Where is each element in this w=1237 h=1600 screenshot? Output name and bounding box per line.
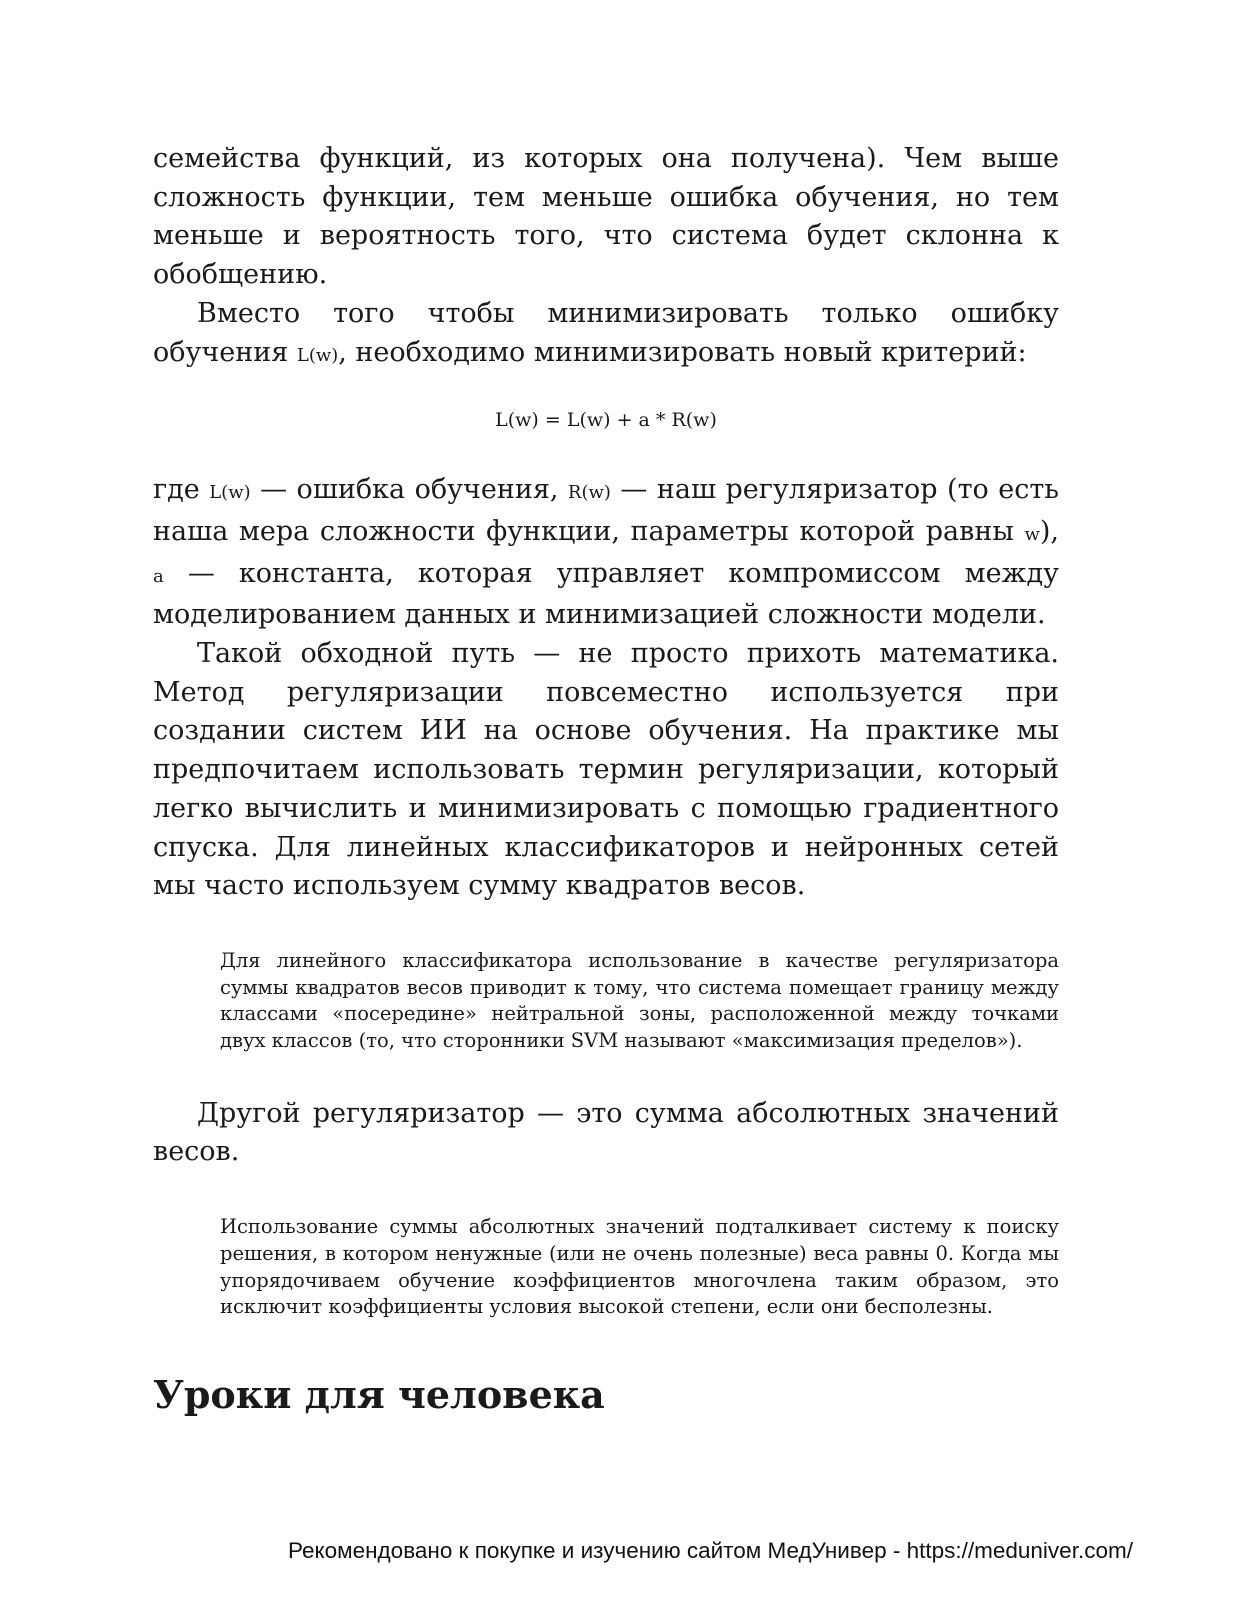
note-1: Для линейного классификатора использование в качестве регуляризатора суммы квадратов весов приводит к тому, что система помещает границу между классами «посередине» нейтральной зоны, расположенной между точками двух классов (то, что сторонники SVM называют «максимизация пределов»).	[220, 948, 1059, 1053]
inline-code-a: a	[153, 565, 164, 587]
paragraph-5: Другой регуляризатор — это сумма абсолютных значений весов.	[153, 1097, 1059, 1168]
note-2: Использование суммы абсолютных значений подталкивает систему к поиску решения, в котором ненужные (или не очень полезные) веса равны 0. Когда мы упорядочиваем обучение коэффициентов многочлена таким образом, это исключит коэффициенты условия высокой степени, если они бесполезны.	[220, 1215, 1059, 1319]
paragraph-3-text-e: — константа, которая управляет компромиссом между моделированием данных и минимизацией сложности модели.	[153, 557, 1059, 631]
formula: L(w) = L(w) + a * R(w)	[495, 409, 717, 432]
inline-code-loss: L(w)	[209, 482, 251, 504]
inline-code-loss: L(w)	[296, 344, 339, 366]
page-content	[153, 140, 1059, 1419]
inline-code-regularizer: R(w)	[567, 482, 611, 504]
section-heading: Уроки для человека	[153, 1371, 605, 1417]
paragraph-3-text-c: — наш регуляризатор (то есть наша мера сложности функции, параметры которой равны	[153, 474, 1059, 547]
paragraph-3-text-a: где	[153, 474, 210, 506]
paragraph-3-text-b: — ошибка обучения,	[250, 474, 568, 506]
inline-code-w: w	[1024, 523, 1040, 545]
footer-watermark: Рекомендовано к покупке и изучению сайтом МедУнивер - https://meduniver.com/	[288, 1538, 1133, 1563]
paragraph-2-text-b: , необходимо минимизировать новый критерий:	[338, 336, 1027, 368]
paragraph-4: Такой обходной путь — не просто прихоть математика. Метод регуляризации повсеместно используется при создании систем ИИ на основе обучения. На практике мы предпочитаем использовать термин регуляризации, который легко вычислить и минимизировать с помощью градиентного спуска. Для линейных классификаторов и нейронных сетей мы часто используем сумму квадратов весов.	[153, 638, 1059, 902]
paragraph-2-text-a: Вместо того чтобы минимизировать только ошибку обучения	[153, 297, 1059, 368]
paragraph-1: семейства функций, из которых она получена). Чем выше сложность функции, тем меньше ошибка обучения, но тем меньше и вероятность того, что система будет склонна к обобщению.	[153, 143, 1059, 291]
paragraph-3	[153, 471, 1059, 635]
paragraph-2	[153, 295, 1059, 375]
paragraph-3-text-d: ),	[1039, 515, 1059, 547]
